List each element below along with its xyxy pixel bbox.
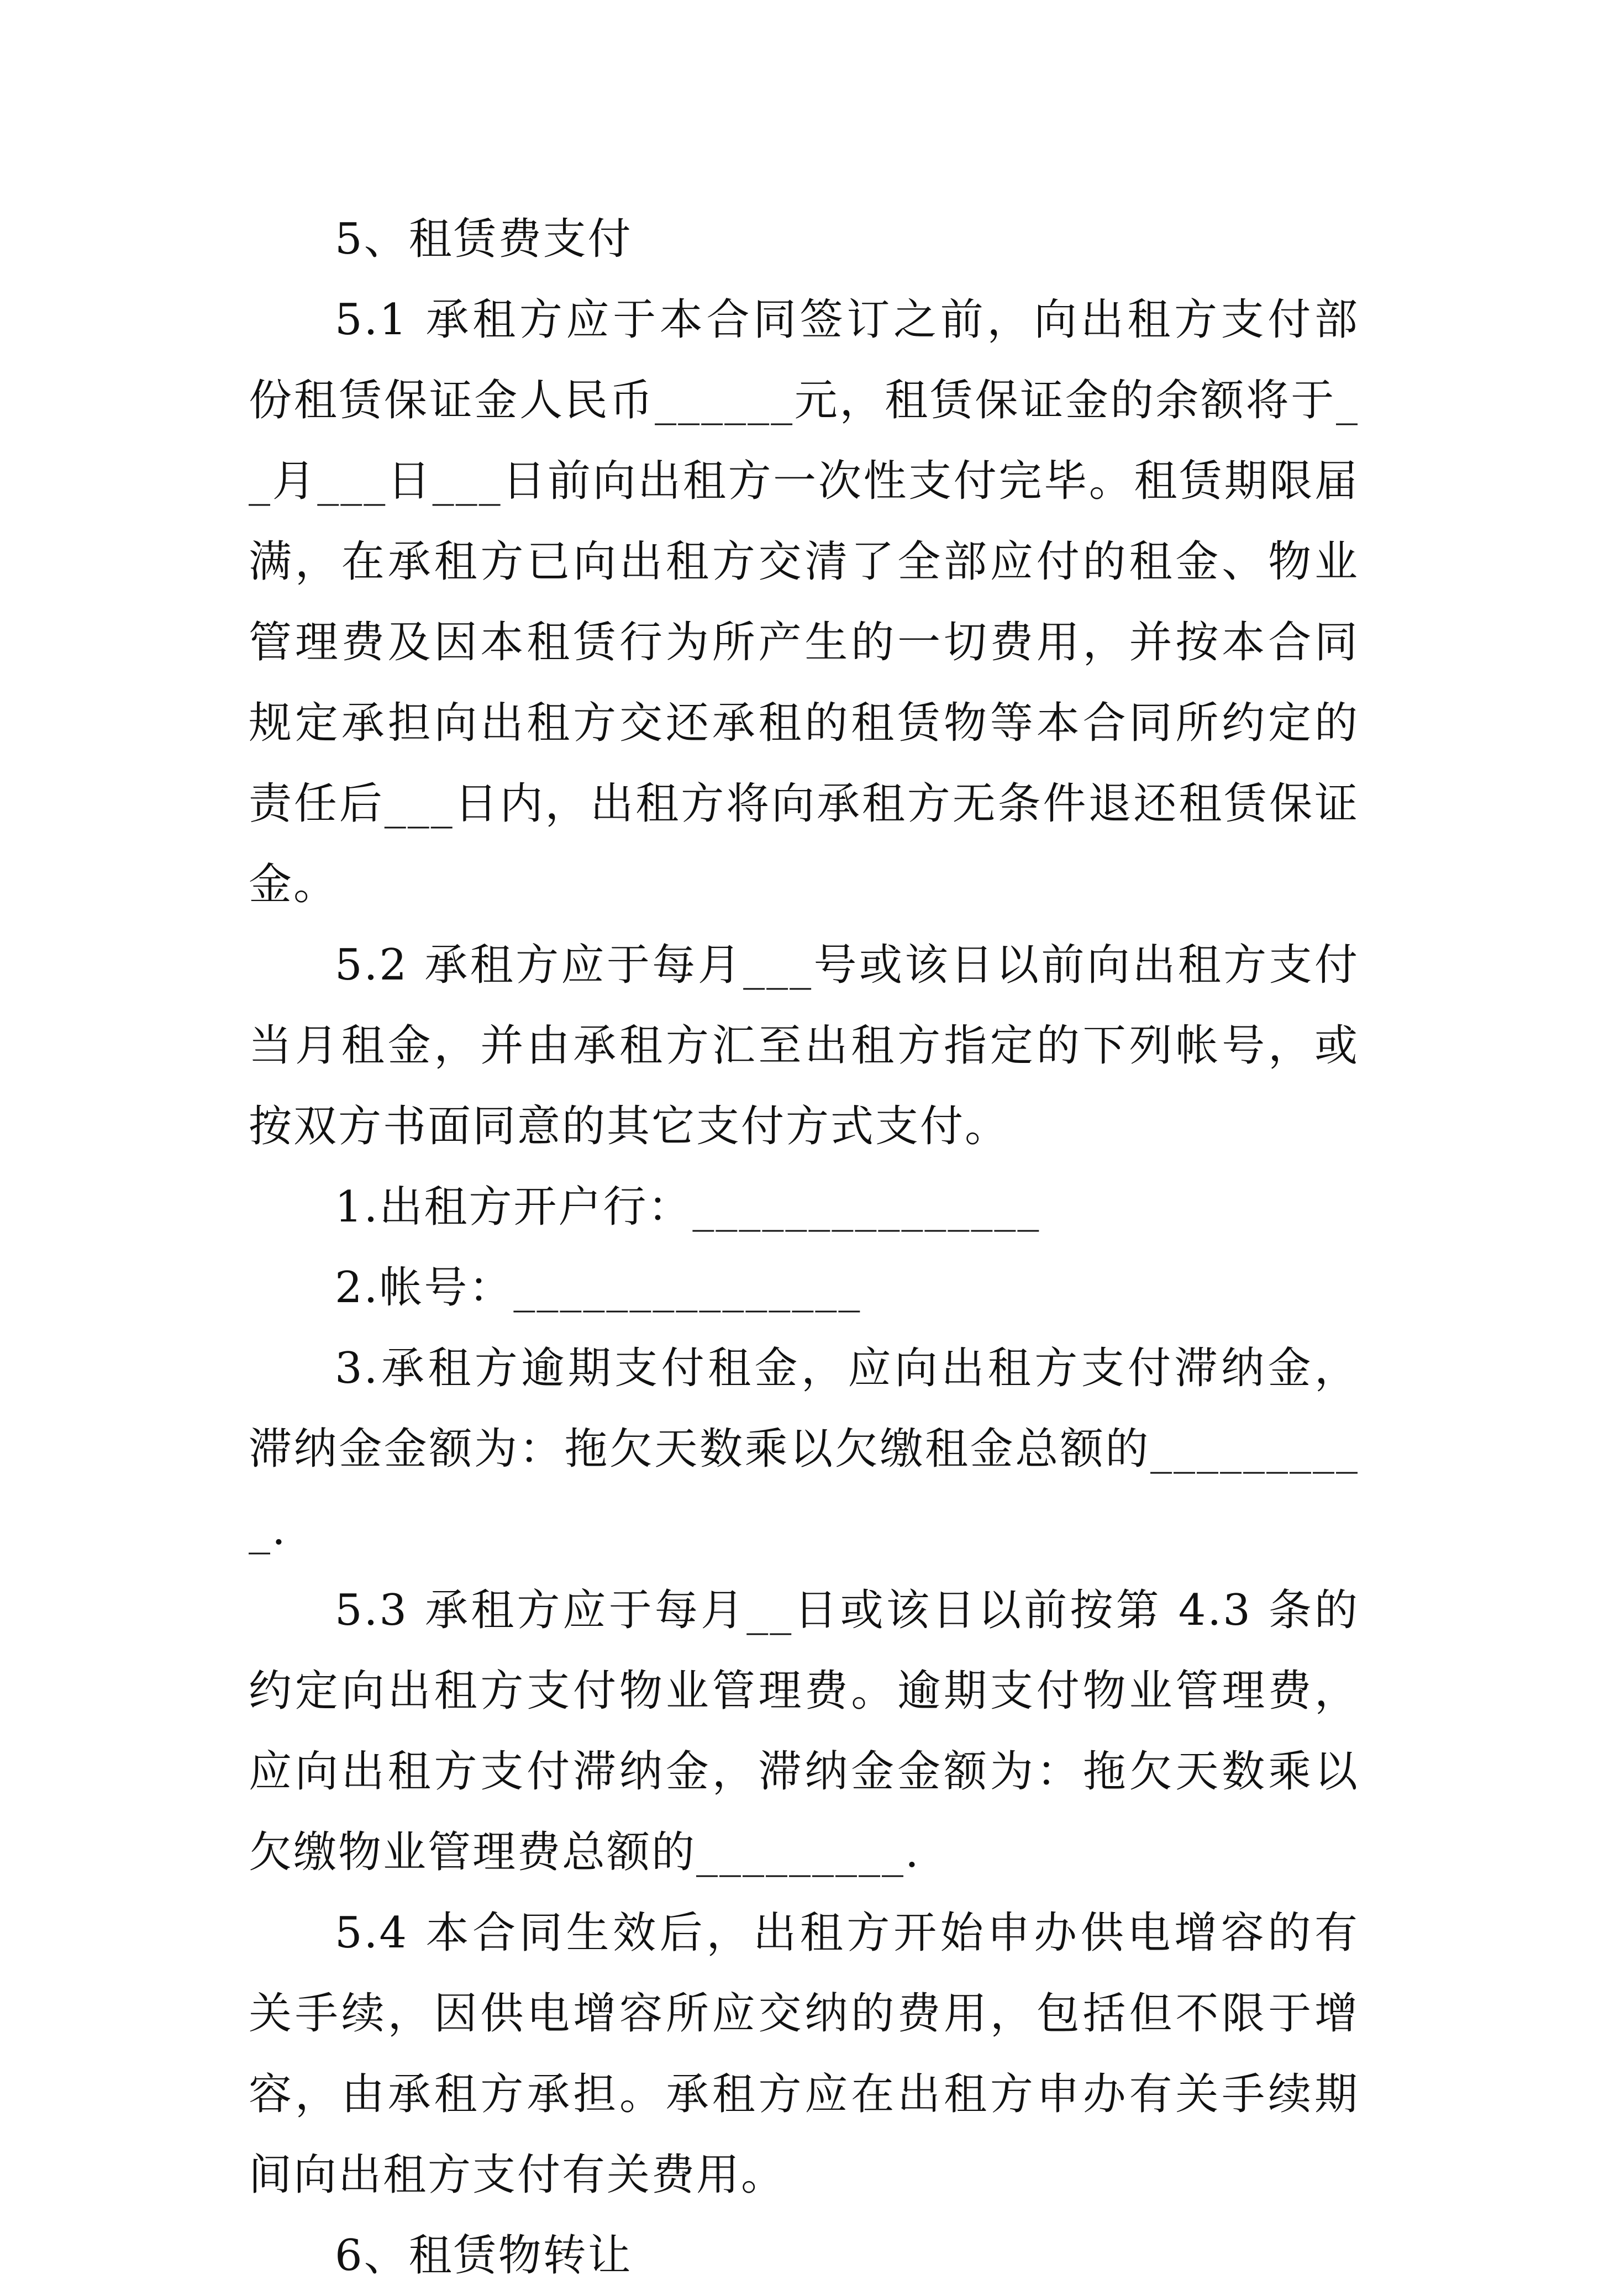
clause-5-4: 5.4 本合同生效后，出租方开始申办供电增容的有关手续，因供电增容所应交纳的费用，包括但不限于增容，由承租方承担。承租方应在出租方申办有关手续期间向出租方支付有关费用。 [249, 1908, 1359, 2200]
section-heading-5: 5、租赁费支付 [335, 214, 633, 264]
section-heading-6: 6、租赁物转让 [335, 2231, 633, 2281]
bank-name-line: 1.出租方开户行：_______________ [335, 1182, 1041, 1232]
late-fee-clause: 3.承租方逾期支付租金，应向出租方支付滞纳金，滞纳金金额为：拖欠天数乘以欠缴租金总额的__________. [249, 1344, 1359, 1555]
document-body [249, 199, 1359, 2296]
clause-5-3: 5.3 承租方应于每月__日或该日以前按第 4.3 条的约定向出租方支付物业管理费。逾期支付物业管理费，应向出租方支付滞纳金，滞纳金金额为：拖欠天数乘以欠缴物业管理费总额的_________. [249, 1586, 1359, 1877]
clause-5-1: 5.1 承租方应于本合同签订之前，向出租方支付部份租赁保证金人民币______元，租赁保证金的余额将于__月___日___日前向出租方一次性支付完毕。租赁期限届满，在承租方已向出租方交清了全部应付的租金、物业管理费及因本租赁行为所产生的一切费用，并按本合同规定承担向出租方交还承租的租赁物等本合同所约定的责任后___日内，出租方将向承租方无条件退还租赁保证金。 [249, 295, 1359, 909]
clause-5-2: 5.2 承租方应于每月___号或该日以前向出租方支付当月租金，并由承租方汇至出租方指定的下列帐号，或按双方书面同意的其它支付方式支付。 [249, 940, 1359, 1151]
account-number-line: 2.帐号：_______________ [335, 1263, 862, 1313]
